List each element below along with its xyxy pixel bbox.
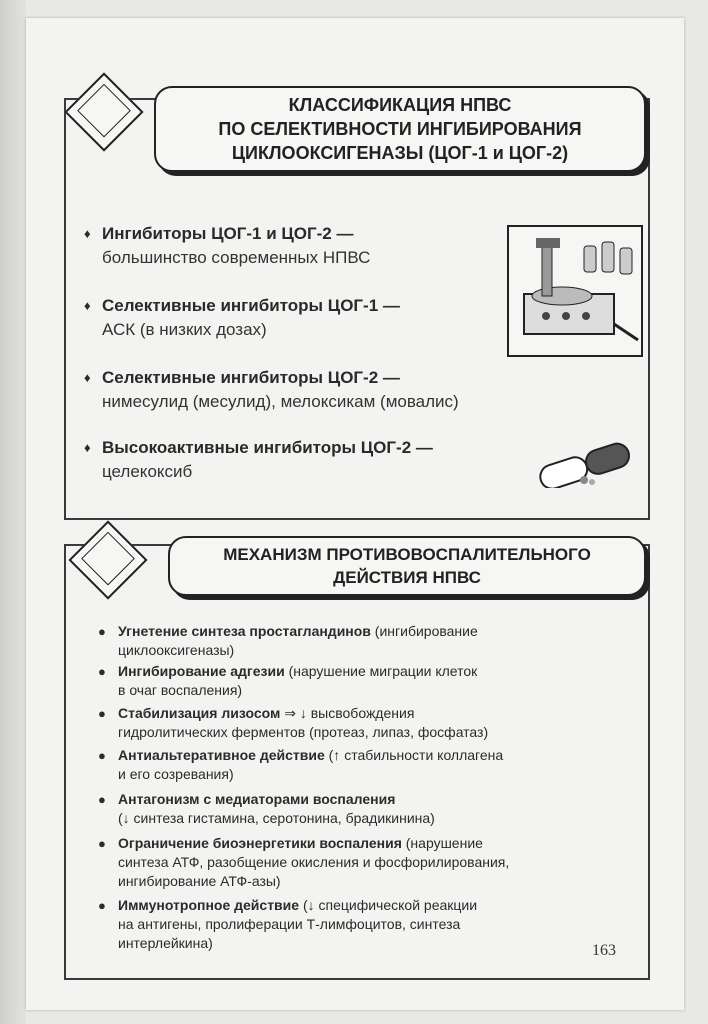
item-text: (↓ специфической реакции bbox=[299, 897, 478, 913]
item-heading: Угнетение синтеза простагландинов bbox=[118, 623, 371, 639]
list-item bbox=[84, 366, 459, 414]
item-heading: Иммунотропное действие bbox=[118, 897, 300, 913]
book-page bbox=[26, 18, 684, 1010]
item-text: гидролитических ферментов (протеаз, липаз, фосфатаз) bbox=[118, 724, 489, 740]
item-text: синтеза АТФ, разобщение окисления и фосфорилирования, bbox=[118, 854, 510, 870]
item-text: АСК (в низких дозах) bbox=[102, 320, 267, 339]
diamond-bullet-icon: ♦ bbox=[84, 226, 91, 241]
round-bullet-icon: ● bbox=[98, 664, 106, 679]
round-bullet-icon: ● bbox=[98, 706, 106, 721]
list-item bbox=[98, 790, 638, 828]
section2-title bbox=[168, 536, 646, 596]
diamond-bullet-icon: ♦ bbox=[84, 370, 91, 385]
section1-title bbox=[154, 86, 646, 172]
book-spine bbox=[0, 0, 26, 1024]
item-text: (нарушение bbox=[401, 835, 483, 851]
item-text: (ингибирование bbox=[370, 623, 478, 639]
mechanism-section bbox=[64, 544, 650, 980]
item-heading: Антиальтеративное действие bbox=[118, 747, 325, 763]
item-heading: Антагонизм с медиаторами воспаления bbox=[118, 791, 396, 807]
title-line: ДЕЙСТВИЯ НПВС bbox=[333, 568, 481, 587]
item-heading: Селективные ингибиторы ЦОГ-2 — bbox=[102, 368, 400, 387]
item-heading: Высокоактивные ингибиторы ЦОГ-2 — bbox=[102, 438, 433, 457]
item-text: на антигены, пролиферации Т-лимфоцитов, синтеза bbox=[118, 916, 461, 932]
item-heading: Ингибирование адгезии bbox=[118, 663, 285, 679]
item-text: интерлейкина) bbox=[118, 935, 213, 951]
list-item bbox=[84, 294, 400, 342]
round-bullet-icon: ● bbox=[98, 748, 106, 763]
diamond-bullet-icon: ♦ bbox=[84, 298, 91, 313]
item-text: и его созревания) bbox=[118, 766, 234, 782]
list-item bbox=[98, 746, 638, 784]
classification-section bbox=[64, 95, 650, 520]
list-item bbox=[84, 222, 371, 270]
item-text: (нарушение миграции клеток bbox=[284, 663, 478, 679]
item-heading: Селективные ингибиторы ЦОГ-1 — bbox=[102, 296, 400, 315]
capsule-illustration bbox=[530, 440, 640, 488]
title-line: МЕХАНИЗМ ПРОТИВОВОСПАЛИТЕЛЬНОГО bbox=[223, 545, 591, 564]
page-number: 163 bbox=[592, 942, 616, 959]
item-text: нимесулид (месулид), мелоксикам (мовалис) bbox=[102, 392, 459, 411]
title-line: ПО СЕЛЕКТИВНОСТИ ИНГИБИРОВАНИЯ bbox=[218, 119, 582, 139]
item-heading: Ограничение биоэнергетики воспаления bbox=[118, 835, 402, 851]
round-bullet-icon: ● bbox=[98, 624, 106, 639]
item-heading: Ингибиторы ЦОГ-1 и ЦОГ-2 — bbox=[102, 224, 354, 243]
item-heading: Стабилизация лизосом bbox=[118, 705, 281, 721]
item-text: большинство современных НПВС bbox=[102, 248, 371, 267]
round-bullet-icon: ● bbox=[98, 792, 106, 807]
item-text: ⇒ ↓ высвобождения bbox=[280, 705, 415, 721]
item-text: ингибирование АТФ-азы) bbox=[118, 873, 281, 889]
title-line: КЛАССИФИКАЦИЯ НПВС bbox=[288, 95, 512, 115]
list-item bbox=[98, 896, 638, 953]
lab-equipment-illustration bbox=[506, 224, 644, 358]
list-item bbox=[98, 622, 638, 660]
round-bullet-icon: ● bbox=[98, 898, 106, 913]
item-text: (↓ синтеза гистамина, серотонина, брадикинина) bbox=[118, 810, 435, 826]
list-item bbox=[98, 662, 638, 700]
item-text: в очаг воспаления) bbox=[118, 682, 243, 698]
title-line: ЦИКЛООКСИГЕНАЗЫ (ЦОГ-1 и ЦОГ-2) bbox=[231, 143, 569, 163]
diamond-bullet-icon: ♦ bbox=[84, 440, 91, 455]
item-text: циклооксигеназы) bbox=[118, 642, 235, 658]
item-text: (↑ стабильности коллагена bbox=[324, 747, 504, 763]
item-text: целекоксиб bbox=[102, 462, 193, 481]
list-item bbox=[98, 834, 638, 891]
round-bullet-icon: ● bbox=[98, 836, 106, 851]
list-item bbox=[84, 436, 433, 484]
list-item bbox=[98, 704, 638, 742]
